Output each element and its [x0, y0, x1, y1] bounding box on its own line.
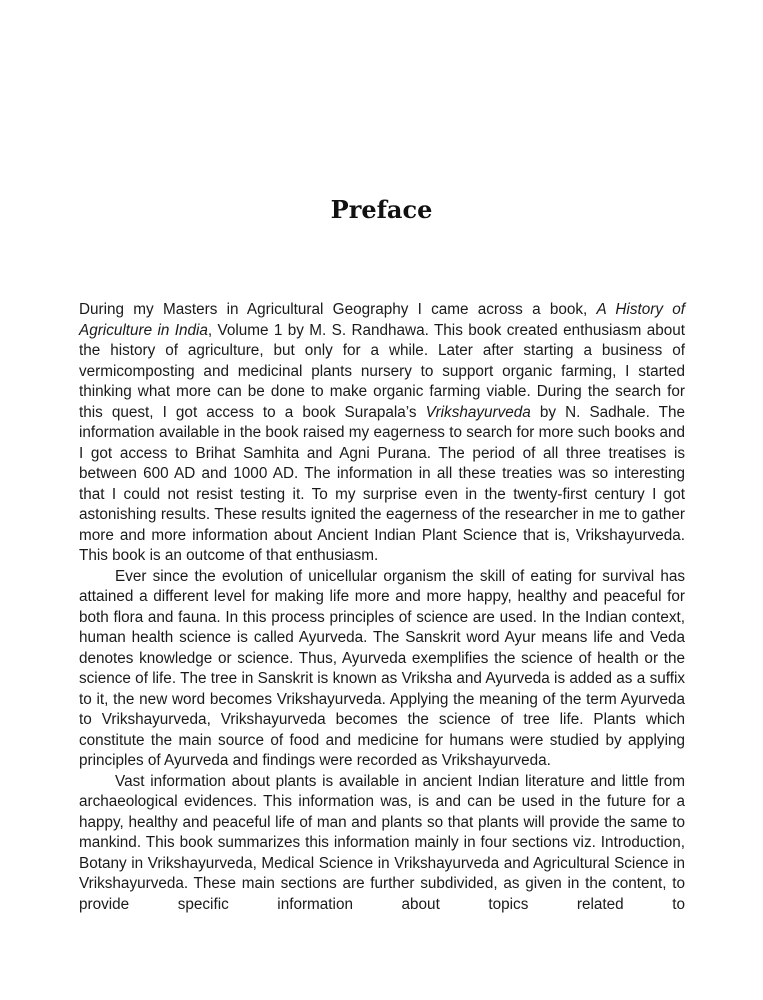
book-title-vrikshayurveda: Vrikshayurveda: [425, 403, 531, 421]
paragraph-1-text-a: During my Masters in Agricultural Geography I came across a book,: [79, 301, 597, 318]
page-title: Preface: [330, 195, 433, 224]
paragraph-2: Ever since the evolution of unicellular organism the skill of eating for survival has attained a different level for making life more and more happy, healthy and peaceful for both flora and fauna. In this process principles of science are used. In the Indian context, human health science is called Ayurveda. The Sanskrit word Ayur means life and Veda denotes knowledge or science. Thus, Ayurveda exemplifies the science of health or the science of life. The tree in Sanskrit is known as Vriksha and Ayurveda is added as a suffix to it, the new word becomes Vrikshayurveda. Applying the meaning of the term Ayurveda to Vrikshayurveda, Vrikshayurveda becomes the science of tree life. Plants which constitute the main source of food and medicine for humans were studied by applying principles of Ayurveda and findings were recorded as Vrikshayurveda.: [79, 567, 685, 769]
paragraph-3: Vast information about plants is available in ancient Indian literature and little from archaeological evidences. This information was, is and can be used in the future for a happy, healthy and peaceful life of man and plants so that plants will provide the same to mankind. This book summarizes this information mainly in four sections viz. Introduction, Botany in Vrikshayurveda, Medical Science in Vrikshayurveda and Agricultural Science in Vrikshayurveda. These main sections are further subdivided, as given in the content, to provide specific information about topics related to: [79, 772, 685, 913]
paragraph-1-text-b: , Volume 1 by M. S. Randhawa. This book created enthusiasm about the history of agriculture, but only for a while. Later after starting a business of vermicomposting and medicinal plants nursery to support organic farming, I started thinking what more can be done to make organic farming viable. During the search for this quest, I got access to a book Surapala’s: [79, 321, 685, 421]
preface-body: [79, 300, 685, 915]
book-title-history-of-agriculture: A History of Agriculture in India: [79, 301, 685, 339]
paragraph-1: [79, 300, 685, 567]
paragraph-1-text-c: by N. Sadhale. The information available in the book raised my eagerness to search for more such books and I got access to Brihat Samhita and Agni Purana. The period of all three treatises is between 600 AD and 1000 AD. The information in all these treaties was so interesting that I could not resist testing it. To my surprise even in the twenty-first century I got astonishing results. These results ignited the eagerness of the researcher in me to gather more and more information about Ancient Indian Plant Science that is, Vrikshayurveda. This book is an outcome of that enthusiasm.: [79, 403, 685, 564]
